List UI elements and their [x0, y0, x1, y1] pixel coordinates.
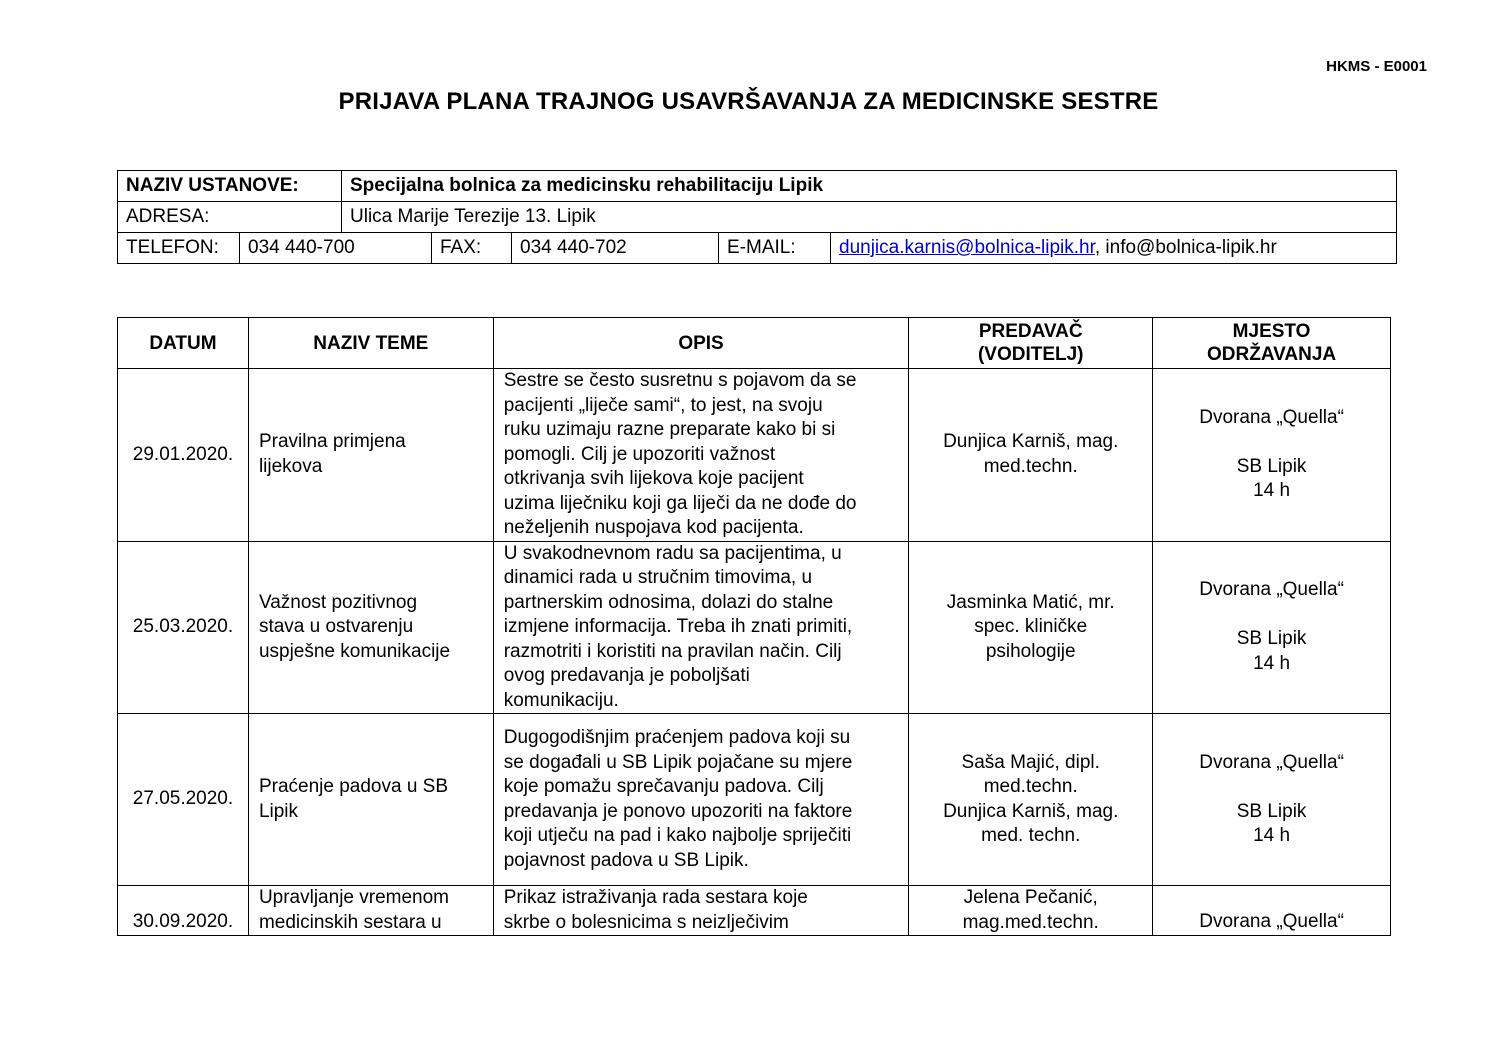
row-date: 29.01.2020. [118, 369, 249, 542]
desc-line: otkrivanja svih lijekova koje pacijent [503, 468, 804, 489]
institution-name-value: Specijalna bolnica za medicinsku rehabilitaciju Lipik [342, 171, 1397, 202]
place-line: Dvorana „Quella“ [1199, 579, 1344, 601]
lecturer-line: mag.med.techn. [962, 911, 1099, 933]
table-row [118, 886, 1391, 936]
row-topic [248, 714, 493, 886]
email-value [831, 233, 1397, 264]
desc-line: U svakodnevnom radu sa pacijentima, u [503, 542, 842, 564]
topic-line: Lipik [258, 800, 299, 822]
topic-line: stava u ostvarenju [258, 616, 414, 637]
place-line: 14 h [1253, 825, 1291, 846]
place-line: Dvorana „Quella“ [1199, 910, 1344, 932]
lecturer-line: Saša Majić, dipl. [961, 751, 1100, 773]
place-line: Dvorana „Quella“ [1199, 406, 1344, 428]
desc-line: komunikaciju. [503, 689, 619, 711]
header-lecturer-line2: (VODITELJ) [977, 344, 1084, 365]
row-place [1153, 541, 1391, 714]
place-line: Dvorana „Quella“ [1199, 751, 1344, 773]
topic-line: Važnost pozitivnog [258, 591, 418, 613]
header-date: DATUM [118, 318, 249, 369]
institution-info-table [117, 170, 1397, 264]
desc-line: predavanja je ponovo upozoriti na faktore [503, 800, 853, 822]
desc-line: dinamici rada u stručnim timovima, u [503, 567, 813, 588]
email-link[interactable]: dunjica.karnis@bolnica-lipik.hr [839, 237, 1095, 258]
row-description [493, 541, 909, 714]
table-row [118, 714, 1391, 886]
topic-line: uspješne komunikacije [258, 640, 451, 662]
desc-line: neželjenih nuspojava kod pacijenta. [503, 517, 804, 538]
lecturer-line: spec. kliničke [974, 616, 1088, 637]
row-description [493, 886, 909, 936]
desc-line: Dugogodišnjim praćenjem padova koji su [503, 727, 851, 748]
desc-line: se događali u SB Lipik pojačane su mjere [503, 751, 853, 773]
row-date: 27.05.2020. [118, 714, 249, 886]
desc-line: koji utječu na pad i kako najbolje spriječiti [503, 825, 852, 846]
phone-label: TELEFON: [118, 233, 240, 264]
lecturer-line: med. techn. [981, 825, 1081, 846]
document-title: PRIJAVA PLANA TRAJNOG USAVRŠAVANJA ZA MEDICINSKE SESTRE [338, 88, 1159, 115]
schedule-header-row [118, 318, 1391, 369]
address-label: ADRESA: [118, 202, 342, 233]
row-place [1153, 886, 1391, 936]
desc-line: uzima liječniku koji ga liječi da ne dođe do [503, 492, 857, 514]
header-place [1153, 318, 1391, 369]
row-date: 30.09.2020. [118, 886, 249, 936]
desc-line: Prikaz istraživanja rada sestara koje [503, 887, 808, 908]
fax-value: 034 440-702 [512, 233, 719, 264]
topic-line: Praćenje padova u SB [258, 776, 449, 797]
row-lecturer [909, 886, 1153, 936]
fax-label: FAX: [432, 233, 512, 264]
place-line: SB Lipik [1236, 800, 1307, 822]
address-value: Ulica Marije Terezije 13. Lipik [342, 202, 1397, 233]
topic-line: medicinskih sestara u [258, 911, 442, 933]
lecturer-line: Jelena Pečanić, [963, 887, 1098, 908]
row-description [493, 369, 909, 542]
desc-line: pomogli. Cilj je upozoriti važnost [503, 443, 776, 465]
lecturer-line: Dunjica Karniš, mag. [943, 431, 1119, 453]
institution-name-label: NAZIV USTANOVE: [118, 171, 342, 202]
row-topic [248, 369, 493, 542]
desc-line: koje pomažu sprečavanju padova. Cilj [503, 776, 824, 797]
row-description [493, 714, 909, 886]
place-line: 14 h [1253, 652, 1291, 674]
desc-line: izmjene informacija. Treba ih znati primiti, [503, 616, 853, 637]
topic-line: lijekova [258, 455, 323, 477]
lecturer-line: med.techn. [983, 776, 1078, 797]
row-place [1153, 714, 1391, 886]
desc-line: ruku uzimaju razne preparate kako bi si [503, 419, 836, 440]
desc-line: Sestre se često susretnu s pojavom da se [503, 370, 857, 391]
place-line: SB Lipik [1236, 455, 1307, 477]
header-lecturer [909, 318, 1153, 369]
lecturer-line: psihologije [985, 640, 1076, 662]
desc-line: skrbe o bolesnicima s neizlječivim [503, 911, 789, 933]
row-place [1153, 369, 1391, 542]
row-topic [248, 886, 493, 936]
document-code: HKMS - E0001 [1326, 58, 1427, 75]
header-place-line1: MJESTO [1232, 321, 1311, 342]
row-lecturer [909, 541, 1153, 714]
lecturer-line: Dunjica Karniš, mag. [943, 800, 1119, 822]
desc-line: pacijenti „liječe sami“, to jest, na svoju [503, 394, 823, 416]
phone-value: 034 440-700 [240, 233, 432, 264]
row-date: 25.03.2020. [118, 541, 249, 714]
row-topic [248, 541, 493, 714]
schedule-table [117, 317, 1391, 936]
desc-line: razmotriti i koristiti na pravilan način. Cilj [503, 640, 842, 662]
place-line: SB Lipik [1236, 628, 1307, 650]
header-topic: NAZIV TEME [248, 318, 493, 369]
header-description: OPIS [493, 318, 909, 369]
row-lecturer [909, 714, 1153, 886]
desc-line: partnerskim odnosima, dolazi do stalne [503, 591, 834, 613]
lecturer-line: Jasminka Matić, mr. [946, 591, 1115, 613]
desc-line: ovog predavanja je poboljšati [503, 665, 750, 686]
row-lecturer [909, 369, 1153, 542]
lecturer-line: med.techn. [983, 455, 1078, 477]
desc-line: pojavnost padova u SB Lipik. [503, 849, 749, 871]
email-label: E-MAIL: [719, 233, 831, 264]
topic-line: Pravilna primjena [258, 431, 406, 453]
header-place-line2: ODRŽAVANJA [1207, 344, 1337, 365]
table-row [118, 369, 1391, 542]
header-lecturer-line1: PREDAVAČ [978, 321, 1083, 342]
email-rest: , info@bolnica-lipik.hr [1094, 237, 1277, 258]
place-line: 14 h [1253, 480, 1291, 502]
topic-line: Upravljanje vremenom [258, 887, 450, 908]
table-row [118, 541, 1391, 714]
